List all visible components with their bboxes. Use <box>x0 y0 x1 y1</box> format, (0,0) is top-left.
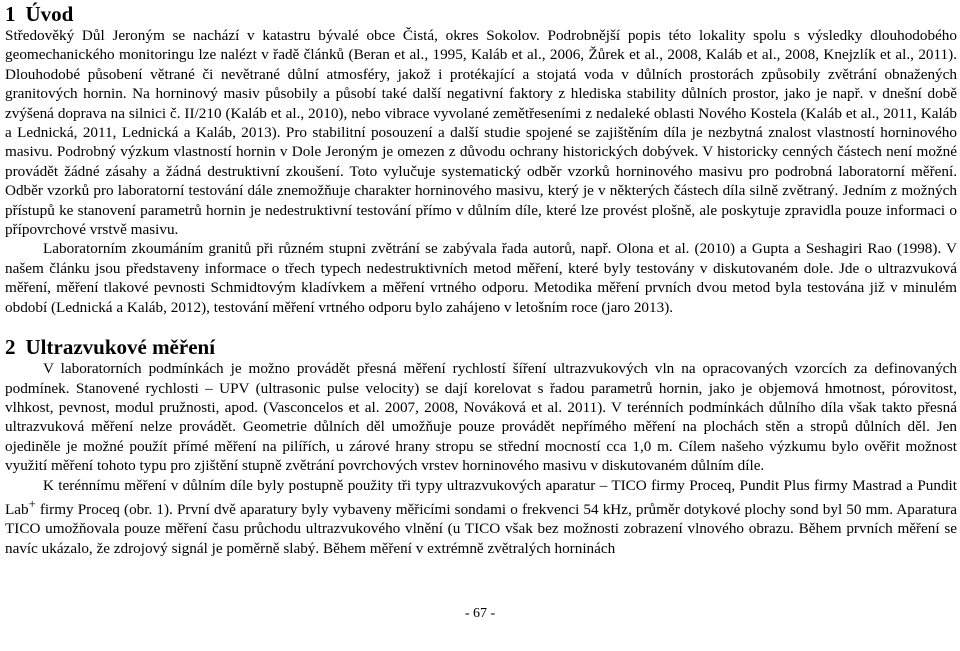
paragraph-text-part: K terénnímu měření v důlním díle byly postupně použity tři typy ultrazvukových aparatur – TICO firmy Proceq, Pundit Plus firmy Mastrad a Pundit Lab <box>5 476 957 518</box>
ultrasonic-paragraph-2 <box>5 476 957 559</box>
section-number: 2 <box>5 335 16 360</box>
section-title: Úvod <box>25 2 74 26</box>
section-heading-intro <box>5 2 957 26</box>
ultrasonic-paragraph-1: V laboratorních podmínkách je možno provádět přesná měření rychlostí šíření ultrazvukových vln na opracovaných vzorcích za definovaných podmínek. Stanovené rychlosti – UPV (ultrasonic pulse velocity) se dají korelovat s řadou parametrů hornin, jako je objemová hmotnost, pórovitost, vlhkost, pevnost, modul pružnosti, apod. (Vasconcelos et al. 2007, 2008, Nováková et al. 2011). V terénních podmínkách důlního díla však takto přesná ultrazvuková měření nelze provádět. Geometrie důlních děl umožňuje pouze provádět nepřímého měření na plochách stěn a stropů důlních děl. Jen ojediněle je možné použít přímé měření na pilířích, u zárové hrany stropu se střední mocností cca 1,0 m. Cílem našeho výzkumu bylo ověřit možnost využití měření tohoto typu pro zjištění stupně zvětrání povrchových vrstev horninového masivu v diskutovaném důlním díle. <box>5 360 957 475</box>
section-heading-ultrasonic <box>5 335 957 359</box>
document-page <box>5 2 957 558</box>
page-number: - 67 - <box>464 606 496 621</box>
paragraph-text-part: firmy Proceq (obr. 1). První dvě aparatury byly vybaveny měřicími sondami o frekvenci 54 kHz, průměr dotykové plochy sond byl 50 mm. Aparatura TICO umožňovala pouze měření času průchodu ultrazvukového vlnění (u TICO však bez možnosti zobrazení vlnového obrazu. Během prvních měření se navíc ukázalo, že zdrojový signál je poměrně slabý. Během měření v extrémně zvětralých horninách <box>5 501 957 557</box>
intro-paragraph-2: Laboratorním zkoumáním granitů při různém stupni zvětrání se zabývala řada autorů, např. Olona et al. (2010) a Gupta a Seshagiri Rao (1998). V našem článku jsou představeny informace o třech typech nedestruktivních metod měření, které byly testovány v diskutovaném dole. Jde o ultrazvuková měření, měření tlakové pevnosti Schmidtovým kladívkem a měření vrtného odporu. Metodika měření prvních dvou metod byla testována již v minulém období (Lednická a Kaláb, 2012), testování měření vrtného odporu bylo zahájeno v letošním roce (jaro 2013). <box>5 240 957 316</box>
superscript-mark: + <box>28 496 36 511</box>
section-title: Ultrazvukové měření <box>25 335 216 360</box>
intro-paragraph-1: Středověký Důl Jeroným se nachází v katastru bývalé obce Čistá, okres Sokolov. Podrobnější popis této lokality spolu s výsledky dlouhodobého geomechanického monitoringu lze nalézt v řadě článků (Beran et al., 1995, Kaláb et al., 2006, Žůrek et al., 2008, Kaláb et al., 2008, Knejzlík et al., 2011). Dlouhodobé působení větrané či nevětrané důlní atmosféry, jakož i protékající a stojatá voda v důlních prostorách způsobily zvětrání obnažených granitových hornin. Na horninový masiv působily a působí také další negativní faktory z hlediska stability důlních prostor, jako je např. v dnešní době zvýšená doprava na silnici č. II/210 (Kaláb et al., 2010), nebo vibrace vyvolané zemětřeseními z nedaleké oblasti Nového Kostela (Kaláb et al., 2011, Kaláb a Lednická, 2011, Lednická a Kaláb, 2013). Pro stabilitní posouzení a další studie spojené se zajištěním díla je nezbytná znalost vlastností horninového masivu. Podrobný výzkum vlastností hornin v Dole Jeroným je omezen z důvodu ochrany historických dobývek. V historicky cenných částech není možné provádět žádné zásahy a žádná destruktivní zkoušení. Toto vylučuje systematický odběr vzorků horninového masivu pro podrobná laboratorní měření. Odběr vzorků pro laboratorní testování dále znemožňuje charakter horninového masivu, který je v některých částech díla silně zvětraný. Jedním z možných přístupů ke stanovení parametrů hornin je nedestruktivní testování přímo v důlním díle, které lze provést plošně, ale poskytuje zpravidla pouze informaci o přípovrchové vrstvě masivu. <box>5 27 957 239</box>
section-number: 1 <box>5 2 16 26</box>
